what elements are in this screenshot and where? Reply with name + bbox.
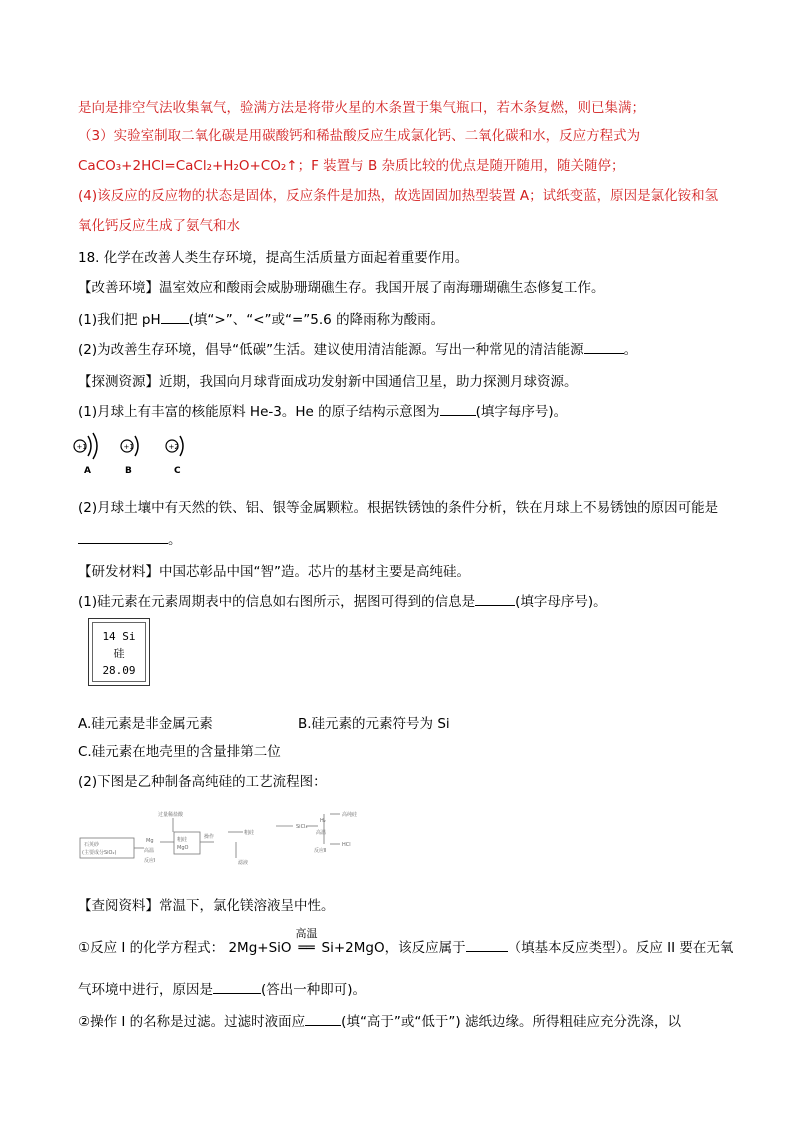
- flow-mix-2: MgO: [177, 845, 189, 851]
- atom-label-b: B: [125, 466, 132, 476]
- operation-text-a: ②操作 I 的名称是过滤。过滤时液面应: [78, 1014, 306, 1030]
- svg-text:+2: +2: [168, 443, 179, 451]
- material-header: 【研发材料】中国芯彰品中国“智”造。芯片的基材主要是高纯硅。: [78, 564, 470, 580]
- flow-crude: 粗硅: [244, 830, 255, 836]
- answer-line-4: (4)该反应的反应物的状态是固体，反应条件是加热，故选固固加热型装置 A；试纸变蓝，原因是氯化铵和氢: [78, 188, 719, 204]
- flow-pure: 高纯硅: [342, 812, 358, 818]
- flow-high: 高温: [316, 830, 327, 836]
- reaction1-line: [78, 927, 734, 958]
- material-q1: [78, 592, 607, 612]
- flow-filtrate: 滤液: [238, 860, 249, 866]
- answer-blank[interactable]: [161, 310, 189, 324]
- flow-raw-text-2: (主要成分SiO₂): [82, 850, 117, 856]
- element-card-silicon: [88, 618, 150, 686]
- explore-q2-blank-line: [78, 530, 182, 550]
- env-q2-end: 。: [623, 342, 638, 358]
- explore-q1-text-b: (填字每序号)。: [475, 404, 568, 420]
- option-b: B.硅元素的元素符号为 Si: [298, 716, 450, 732]
- reaction2-line: [78, 980, 366, 1000]
- answer-blank[interactable]: [305, 1012, 341, 1026]
- option-c: C.硅元素在地壳里的含量排第二位: [78, 744, 281, 760]
- env-header: 【改善环境】温室效应和酸雨会威胁珊瑚礁生存。我国开展了南海珊瑚礁生态修复工作。: [78, 280, 605, 296]
- answer-line-2-text: （3）实验室制取二氧化碳是用碳酸钙和稀盐酸反应生成氯化钙、二氧化碳和水，反应方程式为: [78, 128, 641, 144]
- flow-reaction2: 反应Ⅱ: [314, 848, 327, 854]
- flow-reaction1: 反应Ⅰ: [144, 858, 156, 864]
- atom-diagram-c: [160, 430, 192, 462]
- answer-blank[interactable]: [213, 980, 261, 994]
- answer-line-1: 是向是排空气法收集氧气，验满方法是将带火星的木条置于集气瓶口，若木条复燃，则已集满；: [78, 100, 645, 116]
- answer-blank[interactable]: [475, 592, 515, 606]
- operation-line: [78, 1012, 681, 1032]
- element-mass: 28.09: [102, 664, 136, 677]
- answer-blank[interactable]: [466, 938, 508, 952]
- explore-q1-text-a: (1)月球上有丰富的核能原料 He-3。He 的原子结构示意图为: [78, 404, 440, 420]
- answer-blank[interactable]: [584, 340, 624, 354]
- flow-op1: 操作: [204, 834, 215, 840]
- answer-blank[interactable]: [78, 530, 168, 544]
- material-q2: (2)下图是乙种制备高纯硅的工艺流程图：: [78, 774, 327, 790]
- env-q2: [78, 340, 637, 360]
- flow-hcl: HCl: [342, 842, 351, 848]
- question-title: 18. 化学在改善人类生存环境，提高生活质量方面起着重要作用。: [78, 250, 469, 266]
- flow-mix-1: 粗硅: [177, 837, 188, 843]
- svg-text:+1: +1: [123, 443, 134, 451]
- option-a: A.硅元素是非金属元素: [78, 716, 213, 732]
- info-header: 【查阅资料】常温下，氯化镁溶液呈中性。: [78, 898, 335, 914]
- equation-caco3: CaCO₃+2HCl=CaCl₂+H₂O+CO₂↑: [78, 158, 298, 174]
- atom-label-a: A: [84, 466, 91, 476]
- env-q1-text-a: (1)我们把 pH: [78, 312, 161, 328]
- explore-header: 【探测资源】近期，我国向月球背面成功发射新中国通信卫星，助力探测月球资源。: [78, 374, 578, 390]
- atom-diagram-b: [115, 430, 147, 462]
- env-q1-text-b: (填“>”、“<”或“=”5.6 的降雨称为酸雨。: [188, 312, 445, 328]
- env-q2-text: (2)为改善生存环境，倡导“低碳”生活。建议使用清洁能源。写出一种常见的清洁能源: [78, 342, 584, 358]
- operation-text-b: (填“高于”或“低于”) 滤纸边缘。所得粗硅应充分洗涤，以: [341, 1014, 681, 1030]
- flow-raw-text-1: 石英砂: [84, 842, 100, 848]
- reaction1-text-a: ①反应 I 的化学方程式： 2Mg+SiO: [78, 940, 292, 956]
- svg-text:+1: +1: [76, 443, 87, 451]
- explore-q2-end: 。: [168, 532, 182, 548]
- answer-blank[interactable]: [440, 402, 476, 416]
- element-name: 硅: [113, 647, 125, 660]
- atom-diagram-a: [68, 430, 108, 462]
- material-q1-text-b: (填字母序号)。: [515, 594, 607, 610]
- env-q1: [78, 310, 444, 330]
- reaction1-text-c: （填基本反应类型）。反应 II 要在无氧: [507, 940, 734, 956]
- process-flow-diagram: [78, 806, 378, 866]
- explore-q2: (2)月球土壤中有天然的铁、铝、银等金属颗粒。根据铁锈蚀的条件分析，铁在月球上不易锈蚀的原因可能是: [78, 500, 719, 516]
- explore-q1: [78, 402, 567, 422]
- flow-h2: H₂: [320, 818, 326, 824]
- flow-mg: Mg: [146, 838, 154, 844]
- element-number-symbol: 14 Si: [102, 630, 136, 643]
- answer-line-2: [78, 126, 640, 146]
- flow-heat: 高温: [144, 848, 155, 854]
- answer-line-5: 氧化钙反应生成了氨气和水: [78, 218, 240, 234]
- reaction1-text-b: Si+2MgO，该反应属于: [321, 940, 466, 956]
- reaction2-text-a: 气环境中进行，原因是: [78, 982, 213, 998]
- material-q1-text-a: (1)硅元素在元素周期表中的信息如右图所示，据图可得到的信息是: [78, 594, 476, 610]
- reaction-condition-label: 高温: [295, 927, 318, 940]
- reaction-condition: 高温 ══: [292, 938, 322, 958]
- flow-acid: 过量稀盐酸: [158, 812, 184, 818]
- atom-label-c: C: [174, 466, 181, 476]
- reaction2-text-b: (答出一种即可)。: [261, 982, 367, 998]
- answer-line-3: [78, 156, 625, 176]
- flow-sicl4: SiCl₄: [296, 824, 308, 830]
- answer-line-3-text: ；F 装置与 B 杂质比较的优点是随开随用，随关随停；: [297, 158, 625, 174]
